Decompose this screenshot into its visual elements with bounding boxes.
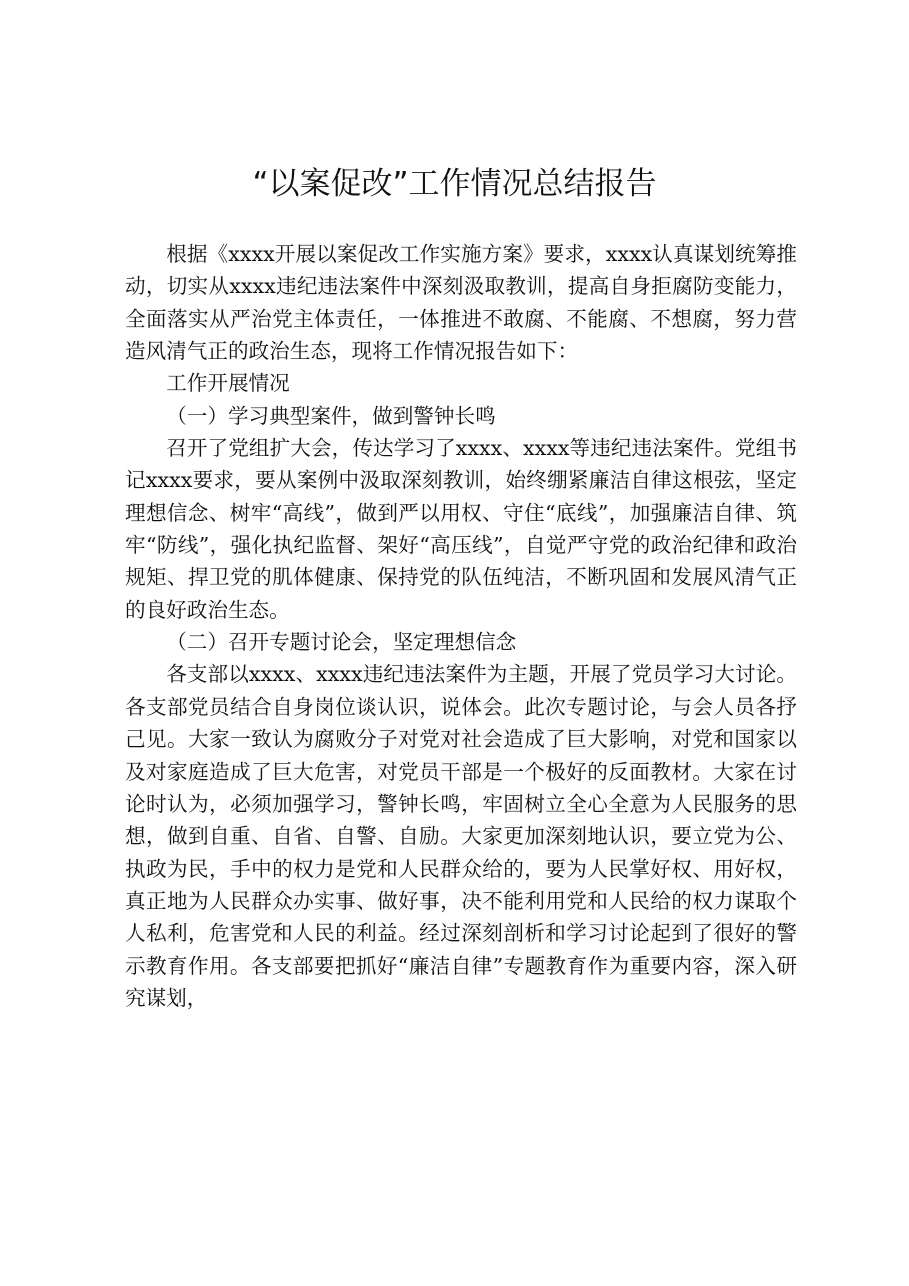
intro-paragraph: 根据《xxxx开展以案促改工作实施方案》要求，xxxx认真谋划统筹推动，切实从xxxx违纪违法案件中深刻汲取教训，提高自身拒腐防变能力，全面落实从严治党主体责任，一体推进不敢腐、不能腐、不想腐，努力营造风清气正的政治生态，现将工作情况报告如下： xyxy=(125,242,797,364)
document-title: “以案促改”工作情况总结报告 xyxy=(252,166,657,202)
subsection-2-heading: （二）召开专题讨论会，坚定理想信念 xyxy=(166,630,517,655)
subsection-1-paragraph: 召开了党组扩大会，传达学习了xxxx、xxxx等违纪违法案件。党组书记xxxx要求，要从案例中汲取深刻教训，始终绷紧廉洁自律这根弦，坚定理想信念、树牢“高线”，做到严以用权、守住“底线”，加强廉洁自律、筑牢“防线”，强化执纪监督、架好“高压线”，自觉严守党的政治纪律和政治规矩、捍卫党的肌体健康、保持党的队伍纯洁，不断巩固和发展风清气正的良好政治生态。 xyxy=(125,436,797,622)
section-heading: 工作开展情况 xyxy=(166,371,290,396)
document-body xyxy=(125,238,797,1014)
subsection-1-heading: （一）学习典型案件，做到警钟长鸣 xyxy=(166,403,496,428)
subsection-2-paragraph: 各支部以xxxx、xxxx违纪违法案件为主题，开展了党员学习大讨论。各支部党员结合自身岗位谈认识，说体会。此次专题讨论，与会人员各抒己见。大家一致认为腐败分子对党对社会造成了巨大影响，对党和国家以及对家庭造成了巨大危害，对党员干部是一个极好的反面教材。大家在讨论时认为，必须加强学习，警钟长鸣，牢固树立全心全意为人民服务的思想，做到自重、自省、自警、自励。大家更加深刻地认识，要立党为公、执政为民，手中的权力是党和人民群众给的，要为人民掌好权、用好权，真正地为人民群众办实事、做好事，决不能利用党和人民给的权力谋取个人私利，危害党和人民的利益。经过深刻剖析和学习讨论起到了很好的警示教育作用。各支部要把抓好“廉洁自律”专题教育作为重要内容，深入研究谋划， xyxy=(125,662,797,1010)
